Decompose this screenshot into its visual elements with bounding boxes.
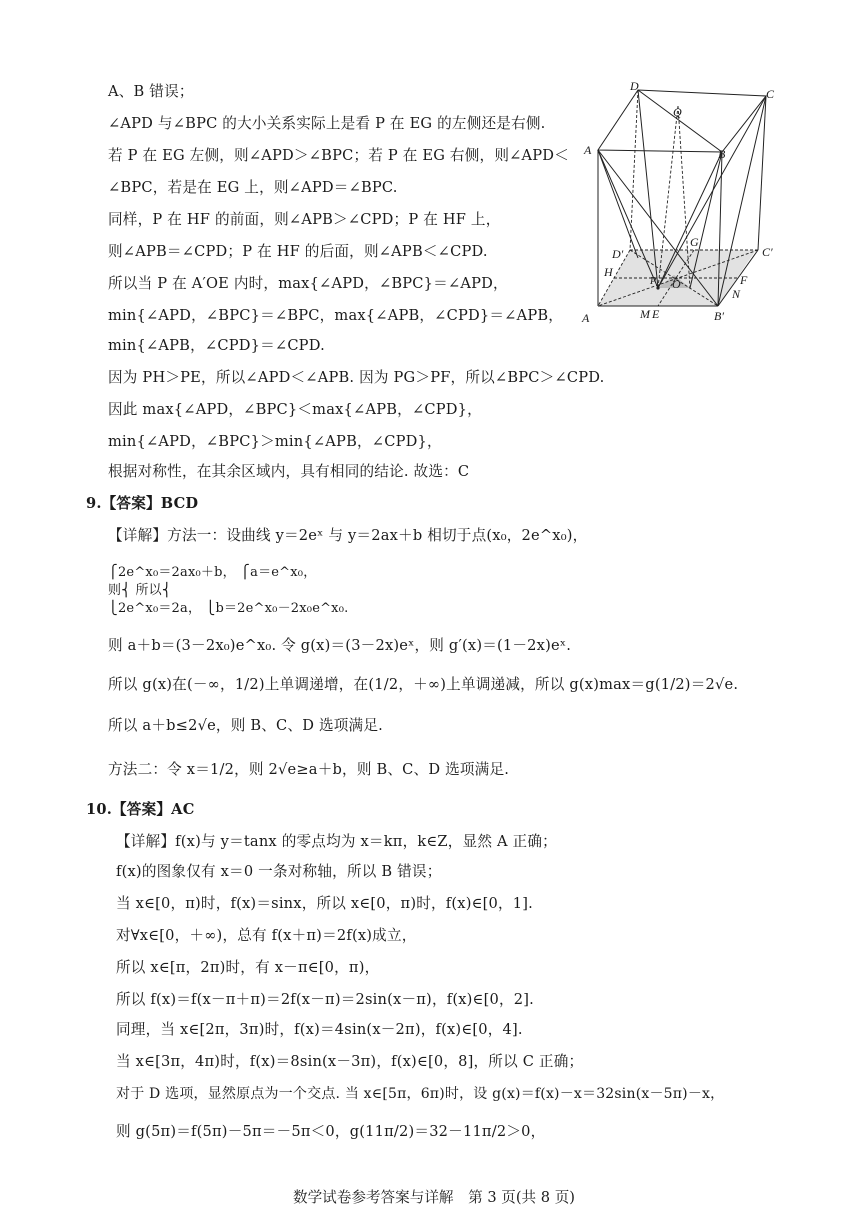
text-line: min{∠APD，∠BPC}＞min{∠APB，∠CPD}， (108, 433, 442, 450)
label-d: D (630, 79, 639, 93)
text-line: 所以 g(x)在(－∞，1/2)上单调递增，在(1/2，＋∞)上单调递减，所以 g(x)max＝g(1/2)＝2√e. (108, 676, 739, 693)
text-line: 同样，P 在 HF 的前面，则∠APB＞∠CPD；P 在 HF 上， (108, 211, 501, 228)
text-line: 同理，当 x∈[2π，3π)时，f(x)＝4sin(x－2π)，f(x)∈[0，4]. (116, 1021, 523, 1038)
text-line: f(x)的图象仅有 x＝0 一条对称轴，所以 B 错误； (116, 863, 442, 880)
text-line: min{∠APD，∠BPC}＝∠BPC，max{∠APB，∠CPD}＝∠APB， (108, 307, 564, 324)
label-f: F (740, 273, 748, 287)
answer-heading-9: 9.【答案】BCD (86, 495, 199, 512)
text-line: 则 a＋b＝(3－2x₀)e^x₀. 令 g(x)＝(3－2x)eˣ，则 g′(x)＝(1－2x)eˣ. (108, 637, 572, 654)
text-line: 所以 x∈[π，2π)时，有 x－π∈[0，π)， (116, 959, 380, 976)
text-line: ⎩2e^x₀＝2a， ⎩b＝2e^x₀－2x₀e^x₀. (108, 601, 349, 616)
text-line: 对于 D 选项，显然原点为一个交点. 当 x∈[5π，6π)时，设 g(x)＝f(x)－x＝32sin(x－5π)－x， (116, 1086, 725, 1102)
label-b: B (718, 147, 726, 161)
text-line: 则⎨ 所以⎨ (108, 583, 172, 598)
cube-figure (578, 78, 790, 330)
text-line: 【详解】f(x)与 y＝tanx 的零点均为 x＝kπ，k∈Z，显然 A 正确； (116, 833, 557, 850)
text-line: 所以 f(x)＝f(x－π＋π)＝2f(x－π)＝2sin(x－π)，f(x)∈[0，2]. (116, 991, 534, 1008)
text-line: 所以 a＋b≤2√e，则 B、C、D 选项满足. (108, 717, 383, 734)
label-c: C (766, 87, 775, 101)
text-line: A、B 错误； (108, 83, 194, 100)
label-g: G (690, 235, 699, 249)
text-line: 当 x∈[0，π)时，f(x)＝sinx，所以 x∈[0，π)时，f(x)∈[0，1]. (116, 895, 534, 912)
text-line: 若 P 在 EG 左侧，则∠APD＞∠BPC；若 P 在 EG 右侧，则∠APD＜ (108, 147, 569, 164)
page-footer: 数学试卷参考答案与详解 第 3 页(共 8 页) (292, 1189, 575, 1206)
label-n: N (732, 287, 741, 301)
text-line: 方法二：令 x＝1/2，则 2√e≥a＋b，则 B、C、D 选项满足. (108, 761, 510, 778)
text-line: 则 g(5π)＝f(5π)－5π＝－5π＜0，g(11π/2)＝32－11π/2＞0， (116, 1123, 546, 1140)
label-e: E (652, 307, 660, 321)
text-line: 则∠APB＝∠CPD；P 在 HF 的后面，则∠APB＜∠CPD. (108, 243, 488, 260)
text-line: 因为 PH＞PE，所以∠APD＜∠APB. 因为 PG＞PF，所以∠BPC＞∠CPD. (108, 369, 605, 386)
label-o: O (672, 277, 681, 291)
label-d-prime: D′ (612, 247, 624, 261)
text-line: 当 x∈[3π，4π)时，f(x)＝8sin(x－3π)，f(x)∈[0，8]，所以 C 正确； (116, 1053, 584, 1070)
label-b-prime: B′ (714, 309, 724, 323)
label-p: P (650, 276, 657, 287)
text-line: ∠BPC，若是在 EG 上，则∠APD＝∠BPC. (108, 179, 398, 196)
text-line: 所以当 P 在 A′OE 内时，max{∠APD，∠BPC}＝∠APD， (108, 275, 508, 292)
text-line: ⎧2e^x₀＝2ax₀＋b， ⎧a＝e^x₀， (108, 565, 317, 580)
answer-heading-10: 10.【答案】AC (86, 801, 195, 818)
text-line: ∠APD 与∠BPC 的大小关系实际上是看 P 在 EG 的左侧还是右侧. (108, 115, 546, 132)
point-p (656, 286, 659, 289)
label-h: H (604, 265, 613, 279)
cube-diagram (578, 78, 790, 330)
text-line: 因此 max{∠APD，∠BPC}＜max{∠APB，∠CPD}， (108, 401, 482, 418)
label-a-bottom: A (582, 311, 590, 325)
text-line: 【详解】方法一：设曲线 y＝2eˣ 与 y＝2ax＋b 相切于点(x₀，2e^x₀)， (108, 527, 588, 544)
text-line: 根据对称性，在其余区域内，具有相同的结论. 故选：C (108, 463, 470, 480)
label-m: M (640, 307, 650, 321)
label-a: A (584, 143, 592, 157)
label-q: Q (673, 105, 682, 119)
label-c-prime: C′ (762, 245, 773, 259)
text-line: 对∀x∈[0，＋∞)，总有 f(x＋π)＝2f(x)成立， (116, 927, 417, 944)
text-line: min{∠APB，∠CPD}＝∠CPD. (108, 337, 325, 354)
